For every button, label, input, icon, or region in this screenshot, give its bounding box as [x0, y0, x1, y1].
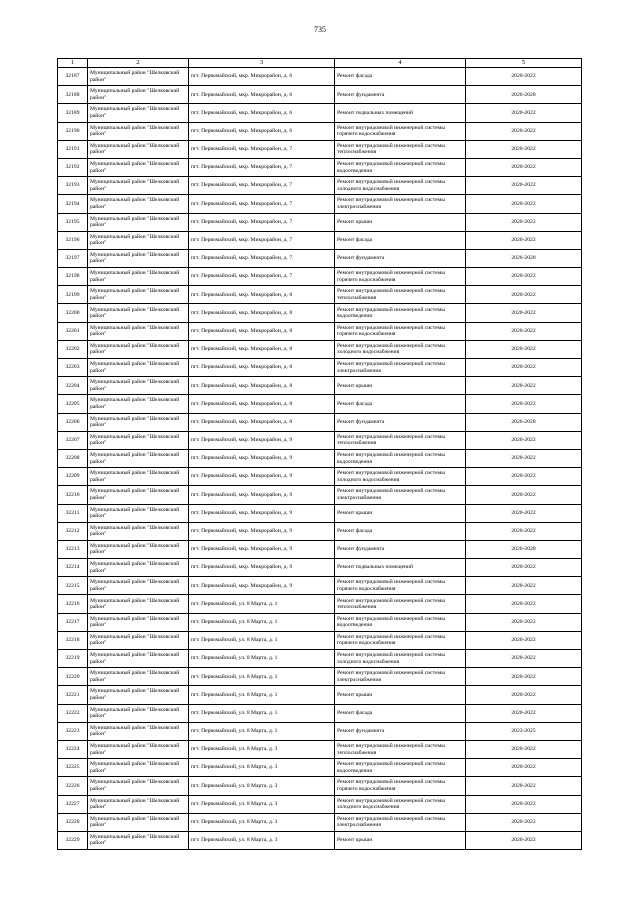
row-number-cell: 32226 [58, 777, 88, 795]
row-number-cell: 32200 [58, 304, 88, 322]
address-cell: пгт. Первомайский, мкр. Микрорайон, д. 8 [189, 359, 335, 377]
municipality-cell: Муниципальный район "Шелковский район" [88, 540, 189, 558]
period-cell: 2020-2022 [466, 213, 582, 231]
row-number-cell: 32208 [58, 449, 88, 467]
period-cell: 2020-2022 [466, 704, 582, 722]
work-type-cell: Ремонт фасада [335, 68, 466, 86]
address-cell: пгт. Первомайский, мкр. Микрорайон, д. 8 [189, 340, 335, 358]
municipality-cell: Муниципальный район "Шелковский район" [88, 613, 189, 631]
row-number-cell: 32215 [58, 577, 88, 595]
municipality-cell: Муниципальный район "Шелковский район" [88, 340, 189, 358]
row-number-cell: 32216 [58, 595, 88, 613]
row-number-cell: 32221 [58, 686, 88, 704]
address-cell: пгт. Первомайский, мкр. Микрорайон, д. 7 [189, 158, 335, 176]
period-cell: 2020-2022 [466, 68, 582, 86]
municipality-cell: Муниципальный район "Шелковский район" [88, 359, 189, 377]
work-type-cell: Ремонт крыши [335, 504, 466, 522]
period-cell: 2020-2022 [466, 831, 582, 849]
address-cell: пгт. Первомайский, ул. 8 Марта, д. 1 [189, 595, 335, 613]
row-number-cell: 32188 [58, 86, 88, 104]
row-number-cell: 32204 [58, 377, 88, 395]
municipality-cell: Муниципальный район "Шелковский район" [88, 413, 189, 431]
period-cell: 2020-2022 [466, 468, 582, 486]
period-cell: 2020-2022 [466, 286, 582, 304]
row-number-cell: 32199 [58, 286, 88, 304]
period-cell: 2020-2022 [466, 595, 582, 613]
period-cell: 2020-2022 [466, 613, 582, 631]
table-row [58, 540, 582, 558]
municipality-cell: Муниципальный район "Шелковский район" [88, 195, 189, 213]
row-number-cell: 32203 [58, 359, 88, 377]
municipality-cell: Муниципальный район "Шелковский район" [88, 722, 189, 740]
address-cell: пгт. Первомайский, мкр. Микрорайон, д. 7 [189, 268, 335, 286]
address-cell: пгт. Первомайский, мкр. Микрорайон, д. 7 [189, 231, 335, 249]
row-number-cell: 32210 [58, 486, 88, 504]
address-cell: пгт. Первомайский, ул. 8 Марта, д. 3 [189, 759, 335, 777]
municipality-cell: Муниципальный район "Шелковский район" [88, 286, 189, 304]
row-number-cell: 32202 [58, 340, 88, 358]
period-cell: 2020-2022 [466, 177, 582, 195]
municipality-cell: Муниципальный район "Шелковский район" [88, 249, 189, 267]
row-number-cell: 32223 [58, 722, 88, 740]
period-cell: 2020-2022 [466, 431, 582, 449]
row-number-cell: 32189 [58, 104, 88, 122]
municipality-cell: Муниципальный район "Шелковский район" [88, 559, 189, 577]
table-row [58, 504, 582, 522]
table-row [58, 449, 582, 467]
work-type-cell: Ремонт внутридомовой инженерной системы холодного водоснабжения [335, 795, 466, 813]
municipality-cell: Муниципальный район "Шелковский район" [88, 813, 189, 831]
work-type-cell: Ремонт внутридомовой инженерной системы холодного водоснабжения [335, 468, 466, 486]
work-type-cell: Ремонт фундамента [335, 722, 466, 740]
table-row [58, 795, 582, 813]
table-row [58, 104, 582, 122]
municipality-cell: Муниципальный район "Шелковский район" [88, 140, 189, 158]
row-number-cell: 32198 [58, 268, 88, 286]
work-type-cell: Ремонт фундамента [335, 86, 466, 104]
address-cell: пгт. Первомайский, ул. 8 Марта, д. 1 [189, 613, 335, 631]
municipality-cell: Муниципальный район "Шелковский район" [88, 468, 189, 486]
work-type-cell: Ремонт крыши [335, 831, 466, 849]
address-cell: пгт. Первомайский, мкр. Микрорайон, д. 7 [189, 195, 335, 213]
work-type-cell: Ремонт внутридомовой инженерной системы горячего водоснабжения [335, 777, 466, 795]
address-cell: пгт. Первомайский, мкр. Микрорайон, д. 8 [189, 377, 335, 395]
header-cell: 3 [189, 59, 335, 68]
table-row [58, 395, 582, 413]
table-row [58, 177, 582, 195]
row-number-cell: 32209 [58, 468, 88, 486]
address-cell: пгт. Первомайский, мкр. Микрорайон, д. 9 [189, 522, 335, 540]
work-type-cell: Ремонт внутридомовой инженерной системы горячего водоснабжения [335, 268, 466, 286]
address-cell: пгт. Первомайский, ул. 8 Марта, д. 1 [189, 650, 335, 668]
table-row [58, 86, 582, 104]
row-number-cell: 32205 [58, 395, 88, 413]
table-row [58, 158, 582, 176]
table-row [58, 559, 582, 577]
row-number-cell: 32194 [58, 195, 88, 213]
address-cell: пгт. Первомайский, мкр. Микрорайон, д. 9 [189, 449, 335, 467]
row-number-cell: 32213 [58, 540, 88, 558]
table-row [58, 777, 582, 795]
work-type-cell: Ремонт внутридомовой инженерной системы холодного водоснабжения [335, 650, 466, 668]
row-number-cell: 32195 [58, 213, 88, 231]
municipality-cell: Муниципальный район "Шелковский район" [88, 504, 189, 522]
work-type-cell: Ремонт фасада [335, 522, 466, 540]
row-number-cell: 32206 [58, 413, 88, 431]
row-number-cell: 32225 [58, 759, 88, 777]
table-row [58, 304, 582, 322]
work-type-cell: Ремонт внутридомовой инженерной системы водоотведения [335, 158, 466, 176]
period-cell: 2020-2022 [466, 268, 582, 286]
period-cell: 2020-2022 [466, 340, 582, 358]
row-number-cell: 32224 [58, 740, 88, 758]
table-row [58, 468, 582, 486]
work-type-cell: Ремонт фасада [335, 231, 466, 249]
municipality-cell: Муниципальный район "Шелковский район" [88, 431, 189, 449]
municipality-cell: Муниципальный район "Шелковский район" [88, 486, 189, 504]
row-number-cell: 32227 [58, 795, 88, 813]
address-cell: пгт. Первомайский, мкр. Микрорайон, д. 7 [189, 140, 335, 158]
row-number-cell: 32214 [58, 559, 88, 577]
table-row [58, 431, 582, 449]
period-cell: 2020-2022 [466, 504, 582, 522]
period-cell: 2026-2028 [466, 249, 582, 267]
row-number-cell: 32196 [58, 231, 88, 249]
municipality-cell: Муниципальный район "Шелковский район" [88, 395, 189, 413]
table-row [58, 631, 582, 649]
period-cell: 2020-2022 [466, 122, 582, 140]
table-row [58, 740, 582, 758]
municipality-cell: Муниципальный район "Шелковский район" [88, 759, 189, 777]
period-cell: 2020-2022 [466, 104, 582, 122]
work-type-cell: Ремонт внутридомовой инженерной системы электроснабжения [335, 668, 466, 686]
municipality-cell: Муниципальный район "Шелковский район" [88, 795, 189, 813]
address-cell: пгт. Первомайский, мкр. Микрорайон, д. 7 [189, 177, 335, 195]
table-row [58, 650, 582, 668]
work-type-cell: Ремонт внутридомовой инженерной системы теплоснабжения [335, 595, 466, 613]
row-number-cell: 32192 [58, 158, 88, 176]
table-row [58, 686, 582, 704]
municipality-cell: Муниципальный район "Шелковский район" [88, 213, 189, 231]
table-row [58, 613, 582, 631]
table-row [58, 195, 582, 213]
period-cell: 2020-2022 [466, 304, 582, 322]
work-type-cell: Ремонт внутридомовой инженерной системы теплоснабжения [335, 140, 466, 158]
table-row [58, 413, 582, 431]
period-cell: 2020-2022 [466, 650, 582, 668]
period-cell: 2020-2022 [466, 359, 582, 377]
work-type-cell: Ремонт внутридомовой инженерной системы электроснабжения [335, 813, 466, 831]
header-cell: 1 [58, 59, 88, 68]
address-cell: пгт. Первомайский, ул. 8 Марта, д. 3 [189, 740, 335, 758]
work-type-cell: Ремонт внутридомовой инженерной системы водоотведения [335, 759, 466, 777]
municipality-cell: Муниципальный район "Шелковский район" [88, 686, 189, 704]
period-cell: 2020-2022 [466, 449, 582, 467]
address-cell: пгт. Первомайский, мкр. Микрорайон, д. 8 [189, 286, 335, 304]
table-row [58, 340, 582, 358]
table-row [58, 286, 582, 304]
row-number-cell: 32190 [58, 122, 88, 140]
row-number-cell: 32217 [58, 613, 88, 631]
row-number-cell: 32193 [58, 177, 88, 195]
table-row [58, 268, 582, 286]
table-row [58, 813, 582, 831]
work-type-cell: Ремонт фундамента [335, 413, 466, 431]
period-cell: 2026-2028 [466, 413, 582, 431]
work-type-cell: Ремонт внутридомовой инженерной системы водоотведения [335, 449, 466, 467]
municipality-cell: Муниципальный район "Шелковский район" [88, 650, 189, 668]
period-cell: 2020-2022 [466, 486, 582, 504]
row-number-cell: 32197 [58, 249, 88, 267]
address-cell: пгт. Первомайский, мкр. Микрорайон, д. 6 [189, 68, 335, 86]
work-type-cell: Ремонт внутридомовой инженерной системы холодного водоснабжения [335, 177, 466, 195]
work-type-cell: Ремонт фасада [335, 395, 466, 413]
table-row [58, 704, 582, 722]
period-cell: 2020-2022 [466, 795, 582, 813]
row-number-cell: 32187 [58, 68, 88, 86]
period-cell: 2020-2022 [466, 777, 582, 795]
table-row [58, 140, 582, 158]
repair-schedule-table [57, 58, 582, 850]
municipality-cell: Муниципальный район "Шелковский район" [88, 268, 189, 286]
address-cell: пгт. Первомайский, мкр. Микрорайон, д. 7 [189, 249, 335, 267]
period-cell: 2026-2028 [466, 86, 582, 104]
address-cell: пгт. Первомайский, ул. 8 Марта, д. 1 [189, 704, 335, 722]
municipality-cell: Муниципальный район "Шелковский район" [88, 86, 189, 104]
table-row [58, 759, 582, 777]
work-type-cell: Ремонт внутридомовой инженерной системы горячего водоснабжения [335, 577, 466, 595]
work-type-cell: Ремонт фундамента [335, 540, 466, 558]
table-row [58, 68, 582, 86]
municipality-cell: Муниципальный район "Шелковский район" [88, 449, 189, 467]
address-cell: пгт. Первомайский, мкр. Микрорайон, д. 7 [189, 213, 335, 231]
period-cell: 2020-2022 [466, 231, 582, 249]
period-cell: 2020-2022 [466, 395, 582, 413]
municipality-cell: Муниципальный район "Шелковский район" [88, 831, 189, 849]
table-row [58, 122, 582, 140]
table-row [58, 231, 582, 249]
work-type-cell: Ремонт внутридомовой инженерной системы электроснабжения [335, 486, 466, 504]
municipality-cell: Муниципальный район "Шелковский район" [88, 158, 189, 176]
address-cell: пгт. Первомайский, мкр. Микрорайон, д. 9 [189, 468, 335, 486]
table-body [58, 59, 582, 850]
table-row [58, 249, 582, 267]
period-cell: 2020-2022 [466, 686, 582, 704]
address-cell: пгт. Первомайский, ул. 8 Марта, д. 3 [189, 813, 335, 831]
work-type-cell: Ремонт внутридомовой инженерной системы теплоснабжения [335, 740, 466, 758]
address-cell: пгт. Первомайский, мкр. Микрорайон, д. 9 [189, 486, 335, 504]
period-cell: 2020-2022 [466, 522, 582, 540]
municipality-cell: Муниципальный район "Шелковский район" [88, 68, 189, 86]
work-type-cell: Ремонт внутридомовой инженерной системы электроснабжения [335, 195, 466, 213]
work-type-cell: Ремонт внутридомовой инженерной системы водоотведения [335, 304, 466, 322]
work-type-cell: Ремонт крыши [335, 686, 466, 704]
address-cell: пгт. Первомайский, мкр. Микрорайон, д. 6 [189, 86, 335, 104]
work-type-cell: Ремонт внутридомовой инженерной системы горячего водоснабжения [335, 122, 466, 140]
work-type-cell: Ремонт внутридомовой инженерной системы теплоснабжения [335, 286, 466, 304]
period-cell: 2026-2028 [466, 540, 582, 558]
address-cell: пгт. Первомайский, мкр. Микрорайон, д. 9 [189, 431, 335, 449]
address-cell: пгт. Первомайский, ул. 8 Марта, д. 3 [189, 831, 335, 849]
municipality-cell: Муниципальный район "Шелковский район" [88, 577, 189, 595]
row-number-cell: 32229 [58, 831, 88, 849]
municipality-cell: Муниципальный район "Шелковский район" [88, 231, 189, 249]
work-type-cell: Ремонт фундамента [335, 249, 466, 267]
municipality-cell: Муниципальный район "Шелковский район" [88, 377, 189, 395]
row-number-cell: 32220 [58, 668, 88, 686]
municipality-cell: Муниципальный район "Шелковский район" [88, 104, 189, 122]
table-row [58, 831, 582, 849]
municipality-cell: Муниципальный район "Шелковский район" [88, 668, 189, 686]
table-row [58, 522, 582, 540]
address-cell: пгт. Первомайский, мкр. Микрорайон, д. 9 [189, 577, 335, 595]
municipality-cell: Муниципальный район "Шелковский район" [88, 122, 189, 140]
table-row [58, 577, 582, 595]
address-cell: пгт. Первомайский, ул. 8 Марта, д. 3 [189, 777, 335, 795]
period-cell: 2020-2022 [466, 559, 582, 577]
municipality-cell: Муниципальный район "Шелковский район" [88, 740, 189, 758]
work-type-cell: Ремонт внутридомовой инженерной системы горячего водоснабжения [335, 631, 466, 649]
row-number-cell: 32212 [58, 522, 88, 540]
header-cell: 4 [335, 59, 466, 68]
work-type-cell: Ремонт внутридомовой инженерной системы водоотведения [335, 613, 466, 631]
period-cell: 2020-2022 [466, 577, 582, 595]
period-cell: 2020-2022 [466, 740, 582, 758]
address-cell: пгт. Первомайский, мкр. Микрорайон, д. 8 [189, 395, 335, 413]
address-cell: пгт. Первомайский, ул. 8 Марта, д. 3 [189, 795, 335, 813]
row-number-cell: 32191 [58, 140, 88, 158]
work-type-cell: Ремонт внутридомовой инженерной системы холодного водоснабжения [335, 340, 466, 358]
table-row [58, 722, 582, 740]
work-type-cell: Ремонт подвальных помещений [335, 104, 466, 122]
row-number-cell: 32228 [58, 813, 88, 831]
address-cell: пгт. Первомайский, мкр. Микрорайон, д. 9 [189, 540, 335, 558]
address-cell: пгт. Первомайский, ул. 8 Марта, д. 1 [189, 722, 335, 740]
address-cell: пгт. Первомайский, мкр. Микрорайон, д. 8 [189, 322, 335, 340]
period-cell: 2020-2022 [466, 158, 582, 176]
work-type-cell: Ремонт внутридомовой инженерной системы электроснабжения [335, 359, 466, 377]
address-cell: пгт. Первомайский, мкр. Микрорайон, д. 8 [189, 304, 335, 322]
period-cell: 2020-2022 [466, 759, 582, 777]
address-cell: пгт. Первомайский, ул. 8 Марта, д. 1 [189, 631, 335, 649]
municipality-cell: Муниципальный район "Шелковский район" [88, 177, 189, 195]
table-row [58, 377, 582, 395]
period-cell: 2020-2022 [466, 631, 582, 649]
municipality-cell: Муниципальный район "Шелковский район" [88, 304, 189, 322]
period-cell: 2023-2025 [466, 722, 582, 740]
municipality-cell: Муниципальный район "Шелковский район" [88, 595, 189, 613]
municipality-cell: Муниципальный район "Шелковский район" [88, 522, 189, 540]
table-row [58, 486, 582, 504]
table-row [58, 668, 582, 686]
work-type-cell: Ремонт внутридомовой инженерной системы теплоснабжения [335, 431, 466, 449]
period-cell: 2020-2022 [466, 322, 582, 340]
work-type-cell: Ремонт крыши [335, 213, 466, 231]
page-number: 735 [314, 25, 326, 34]
work-type-cell: Ремонт внутридомовой инженерной системы горячего водоснабжения [335, 322, 466, 340]
period-cell: 2020-2022 [466, 668, 582, 686]
municipality-cell: Муниципальный район "Шелковский район" [88, 704, 189, 722]
address-cell: пгт. Первомайский, мкр. Микрорайон, д. 6 [189, 104, 335, 122]
work-type-cell: Ремонт фасада [335, 704, 466, 722]
address-cell: пгт. Первомайский, ул. 8 Марта, д. 1 [189, 668, 335, 686]
table-row [58, 213, 582, 231]
table-row [58, 359, 582, 377]
row-number-cell: 32218 [58, 631, 88, 649]
address-cell: пгт. Первомайский, мкр. Микрорайон, д. 9 [189, 504, 335, 522]
address-cell: пгт. Первомайский, мкр. Микрорайон, д. 9 [189, 559, 335, 577]
table-row [58, 322, 582, 340]
address-cell: пгт. Первомайский, ул. 8 Марта, д. 1 [189, 686, 335, 704]
municipality-cell: Муниципальный район "Шелковский район" [88, 322, 189, 340]
row-number-cell: 32207 [58, 431, 88, 449]
municipality-cell: Муниципальный район "Шелковский район" [88, 631, 189, 649]
row-number-cell: 32222 [58, 704, 88, 722]
work-type-cell: Ремонт крыши [335, 377, 466, 395]
row-number-cell: 32201 [58, 322, 88, 340]
municipality-cell: Муниципальный район "Шелковский район" [88, 777, 189, 795]
header-cell: 2 [88, 59, 189, 68]
work-type-cell: Ремонт подвальных помещений [335, 559, 466, 577]
period-cell: 2020-2022 [466, 140, 582, 158]
period-cell: 2020-2022 [466, 377, 582, 395]
address-cell: пгт. Первомайский, мкр. Микрорайон, д. 8 [189, 413, 335, 431]
header-cell: 5 [466, 59, 582, 68]
table-header-row [58, 59, 582, 68]
row-number-cell: 32211 [58, 504, 88, 522]
table-row [58, 595, 582, 613]
period-cell: 2020-2022 [466, 195, 582, 213]
row-number-cell: 32219 [58, 650, 88, 668]
address-cell: пгт. Первомайский, мкр. Микрорайон, д. 6 [189, 122, 335, 140]
period-cell: 2020-2022 [466, 813, 582, 831]
